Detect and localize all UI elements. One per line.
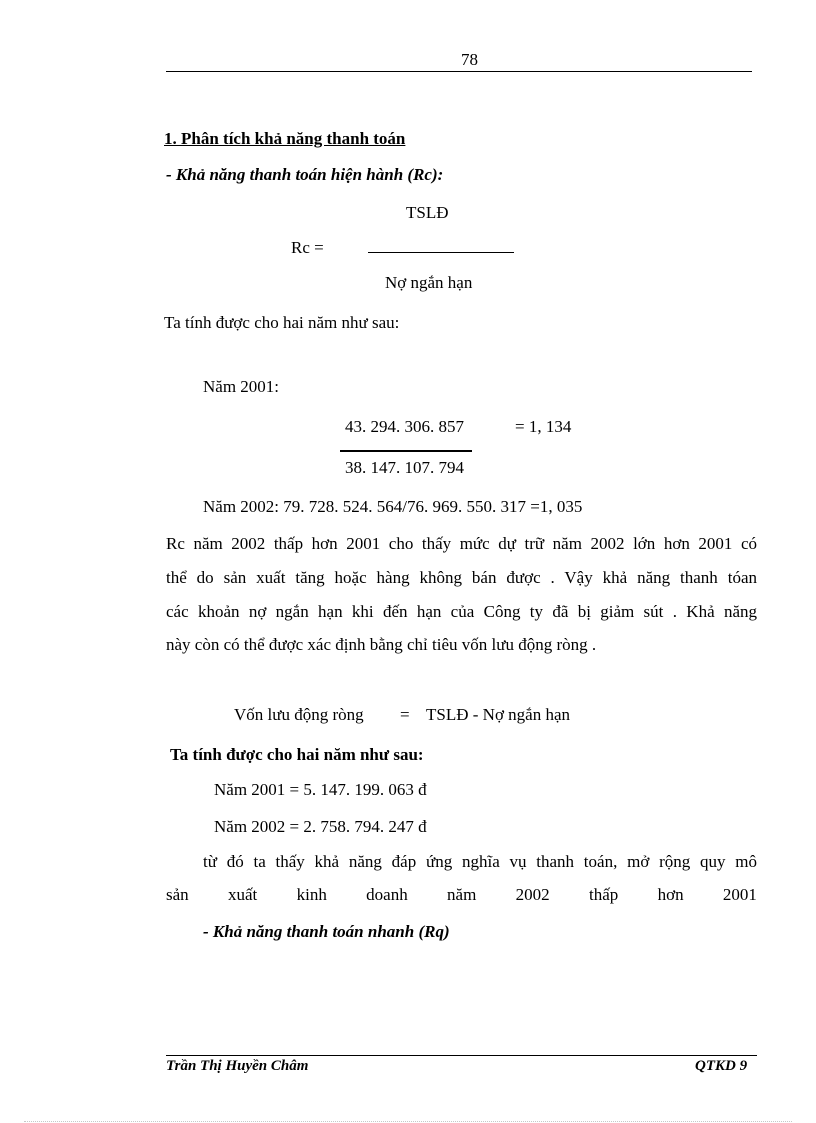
conclusion-word: xuất (228, 885, 258, 904)
vld-2002: Năm 2002 = 2. 758. 794. 247 đ (214, 817, 427, 836)
paragraph-line: Rc năm 2002 thấp hơn 2001 cho thấy mức dự trữ năm 2002 lớn hơn 2001 có (166, 534, 757, 553)
formula-rc-denominator: Nợ ngắn hạn (385, 273, 473, 292)
paragraph-line: này còn có thể được xác định bằng chỉ tiêu vốn lưu động ròng . (166, 635, 597, 654)
calc-2001-numerator: 43. 294. 306. 857 (345, 417, 464, 436)
conclusion-word: năm (447, 885, 477, 904)
intro-two-years-bold: Ta tính được cho hai năm như sau: (170, 745, 424, 764)
year-2001-label: Năm 2001: (203, 377, 280, 396)
subsection-quick-ratio: - Khả năng thanh toán nhanh (Rq) (203, 922, 450, 941)
calc-2001-result: = 1, 134 (515, 417, 572, 436)
conclusion-word: thấp (588, 885, 619, 904)
formula-vld-right: TSLĐ - Nợ ngắn hạn (426, 705, 571, 724)
conclusion-word: sản (166, 885, 189, 904)
footer-author: Trần Thị Huyền Châm (166, 1058, 309, 1074)
conclusion-word: hơn (657, 885, 684, 904)
header-rule (166, 71, 752, 72)
paragraph-line: các khoản nợ ngắn hạn khi đến hạn của Công ty đã bị giảm sút . Khả năng (166, 602, 757, 621)
paragraph-line: thể do sản xuất tăng hoặc hàng không bán được . Vậy khả năng thanh tóan (166, 568, 757, 587)
footer-rule (166, 1055, 757, 1056)
formula-rc-fraction-bar (368, 252, 514, 253)
conclusion-word: doanh (366, 885, 408, 904)
conclusion-word: kinh (296, 885, 327, 904)
formula-vld-equals: = (400, 705, 410, 724)
subsection-current-ratio: - Khả năng thanh toán hiện hành (Rc): (166, 165, 444, 184)
formula-rc-label: Rc = (291, 238, 324, 257)
conclusion-line-1: từ đó ta thấy khả năng đáp ứng nghĩa vụ thanh toán, mở rộng quy mô (203, 852, 757, 871)
vld-2001: Năm 2001 = 5. 147. 199. 063 đ (214, 780, 427, 799)
calc-2002: Năm 2002: 79. 728. 524. 564/76. 969. 550. 317 =1, 035 (203, 497, 583, 516)
conclusion-word: 2002 (515, 885, 550, 904)
calc-2001-denominator: 38. 147. 107. 794 (345, 458, 464, 477)
page-bottom-border (24, 1121, 792, 1122)
section-title: 1. Phân tích khả năng thanh toán (164, 129, 406, 148)
footer-class-code: QTKD 9 (695, 1058, 748, 1074)
conclusion-line-2 (166, 885, 757, 905)
intro-two-years: Ta tính được cho hai năm như sau: (164, 313, 400, 332)
formula-rc-numerator: TSLĐ (406, 203, 449, 222)
page-number: 78 (461, 50, 478, 69)
formula-vld-left: Vốn lưu động ròng (234, 705, 364, 724)
calc-2001-fraction-bar (340, 450, 472, 452)
conclusion-word: 2001 (722, 885, 757, 904)
